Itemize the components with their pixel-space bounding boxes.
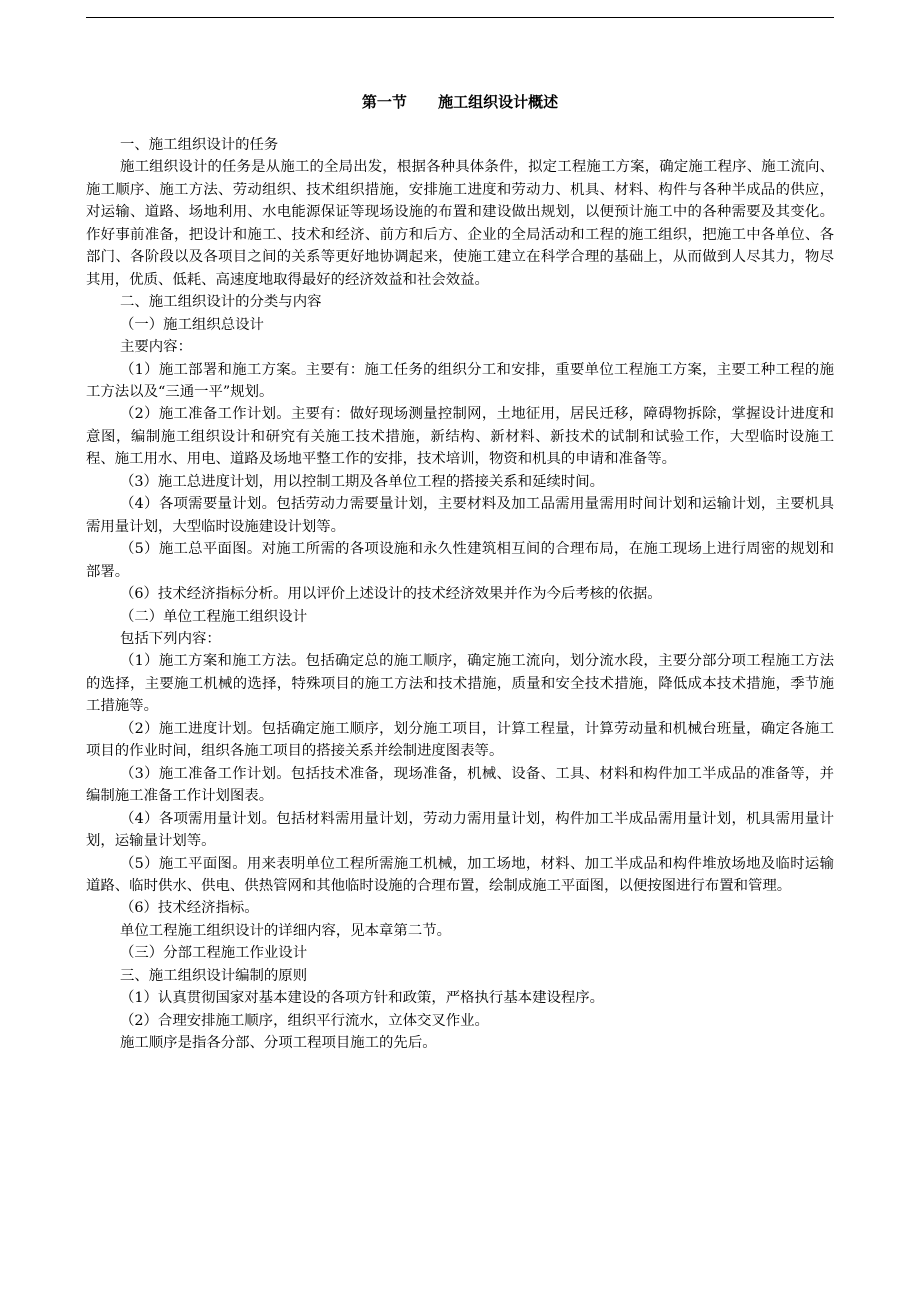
subheading-general-design: （一）施工组织总设计	[120, 316, 264, 333]
paragraph-task-description: 施工组织设计的任务是从施工的全局出发，根据各种具体条件，拟定工程施工方案，确定施工程序、施工流向、施工顺序、施工方法、劳动组织、技术组织措施，安排施工进度和劳动力、机具、材料、构件与各种半成品的供应，对运输、道路、场地利用、水电能源保证等现场设施的布置和建设做出规划，以便预计施工中的各种需要及其变化。作好事前准备，把设计和施工、技术和经济、前方和后方、企业的全局活动和工程的施工组织，把施工中各单位、各部门、各阶段以及各项目之间的关系等更好地协调起来，使施工建立在科学合理的基础上，从而做到人尽其力，物尽其用，优质、低耗、高速度地取得最好的经济效益和社会效益。	[86, 159, 834, 288]
list-item: （1）认真贯彻国家对基本建设的各项方针和政策，严格执行基本建设程序。	[120, 990, 605, 1007]
label-main-content: 主要内容：	[120, 339, 192, 356]
list-item: （1）施工方案和施工方法。包括确定总的施工顺序，确定施工流向，划分流水段，主要分部分项工程施工方法的选择，主要施工机械的选择，特殊项目的施工方法和技术措施，质量和安全技术措施，降低成本技术措施，季节施工措施等。	[86, 653, 834, 715]
heading-classification: 二、施工组织设计的分类与内容	[120, 294, 322, 311]
list-item: （6）技术经济指标。	[120, 900, 259, 917]
list-item: （3）施工准备工作计划。包括技术准备，现场准备，机械、设备、工具、材料和构件加工半成品的准备等，并编制施工准备工作计划图表。	[86, 765, 834, 805]
subheading-division-design: （三）分部工程施工作业设计	[120, 945, 308, 962]
heading-principles: 三、施工组织设计编制的原则	[120, 967, 308, 984]
document-body	[86, 134, 834, 1055]
list-item: （2）施工进度计划。包括确定施工顺序，划分施工项目，计算工程量，计算劳动量和机械台班量，确定各施工项目的作业时间，组织各施工项目的搭接关系并绘制进度图表等。	[86, 720, 834, 760]
list-item: （2）合理安排施工顺序，组织平行流水，立体交叉作业。	[120, 1012, 489, 1029]
section-title: 第一节 施工组织设计概述	[361, 93, 559, 111]
list-item: （1）施工部署和施工方案。主要有：施工任务的组织分工和安排，重要单位工程施工方案，主要工种工程的施工方法以及“三通一平”规划。	[86, 361, 834, 400]
heading-task: 一、施工组织设计的任务	[120, 137, 279, 153]
list-item: （4）各项需要量计划。包括劳动力需要量计划，主要材料及加工品需用量需用时间计划和运输计划，主要机具需用量计划，大型临时设施建设计划等。	[86, 496, 834, 535]
paragraph-reference: 单位工程施工组织设计的详细内容，见本章第二节。	[120, 922, 451, 939]
list-item: （5）施工平面图。用来表明单位工程所需施工机械，加工场地，材料、加工半成品和构件堆放场地及临时运输道路、临时供水、供电、供热管网和其他临时设施的合理布置，绘制成施工平面图，以便按图进行布置和管理。	[86, 855, 834, 894]
list-item: （4）各项需用量计划。包括材料需用量计划，劳动力需用量计划，构件加工半成品需用量计划，机具需用量计划，运输量计划等。	[86, 810, 834, 850]
list-item: （6）技术经济指标分析。用以评价上述设计的技术经济效果并作为今后考核的依据。	[120, 586, 662, 603]
paragraph-sequence-definition: 施工顺序是指各分部、分项工程项目施工的先后。	[120, 1035, 437, 1052]
header-rule	[86, 17, 834, 18]
subheading-unit-design: （二）单位工程施工组织设计	[120, 608, 308, 625]
label-includes: 包括下列内容：	[120, 630, 221, 647]
list-item: （2）施工准备工作计划。主要有：做好现场测量控制网，土地征用，居民迁移，障碍物拆除，掌握设计进度和意图，编制施工组织设计和研究有关施工技术措施，新结构、新材料、新技术的试制和试验工作，大型临时设施工程、施工用水、用电、道路及场地平整工作的安排，技术培训，物资和机具的申请和准备等。	[86, 406, 834, 468]
list-item: （3）施工总进度计划，用以控制工期及各单位工程的搭接关系和延续时间。	[120, 473, 605, 490]
list-item: （5）施工总平面图。对施工所需的各项设施和永久性建筑相互间的合理布局，在施工现场上进行周密的规划和部署。	[86, 541, 834, 580]
